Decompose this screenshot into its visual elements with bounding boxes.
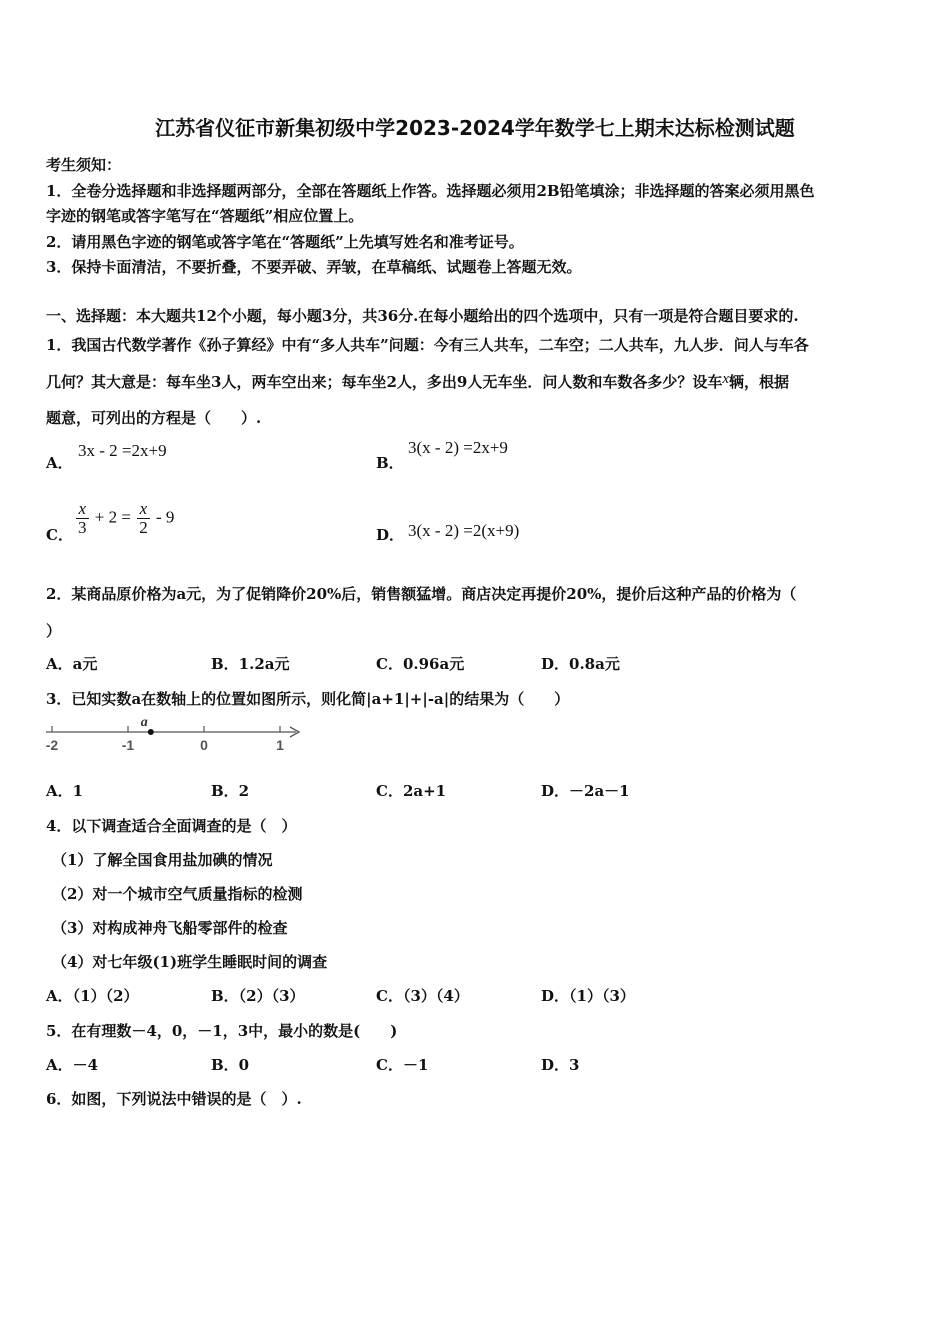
q5-option: A．－4 — [46, 1056, 99, 1074]
q1-variable: x — [722, 371, 729, 387]
q3-option: A．1 — [46, 782, 84, 800]
q4-item: （2）对一个城市空气质量指标的检测 — [52, 885, 303, 903]
notice-line: 3．保持卡面清洁，不要折叠，不要弄破、弄皱，在草稿纸、试题卷上答题无效。 — [46, 258, 582, 276]
number-line-point — [148, 729, 154, 735]
notice-heading: 考生须知： — [46, 156, 122, 174]
q5-option: C．－1 — [376, 1056, 429, 1074]
q6-stem: 6．如图，下列说法中错误的是（ ）. — [46, 1090, 302, 1108]
section-heading: 一、选择题：本大题共12个小题，每小题3分，共36分.在每小题给出的四个选项中，只有一项是符合题目要求的. — [46, 307, 799, 325]
number-line-point-label: a — [140, 715, 148, 730]
q4-option: C．（3）（4） — [376, 987, 469, 1005]
q1-option-a-expr: 3x - 2 =2x+9 — [78, 441, 167, 460]
number-line-tick-label: -1 — [121, 737, 135, 753]
q1-option-c-expr: $\frac{x}{3}$ + 2 = $\frac{x}{2}$ - 9 — [78, 499, 175, 537]
q1-option-d-expr: 3(x - 2) =2(x+9) — [408, 521, 520, 540]
q1-option-d: D． — [376, 526, 405, 544]
q2-stem-line2: ） — [46, 622, 62, 640]
fraction: $\frac{x}{2}$ — [139, 499, 148, 537]
page-title: 江苏省仪征市新集初级中学2023-2024学年数学七上期末达标检测试题 — [155, 116, 795, 140]
q4-item: （3）对构成神舟飞船零部件的检查 — [52, 919, 288, 937]
q4-item: （4）对七年级(1)班学生睡眠时间的调查 — [52, 953, 328, 971]
notice-line: 1．全卷分选择题和非选择题两部分，全部在答题纸上作答。选择题必须用2B铅笔填涂；非选择题的答案必须用黑色 — [46, 182, 815, 200]
q3-option: B．2 — [211, 782, 250, 800]
q4-option: A．（1）（2） — [46, 987, 139, 1005]
notice-line: 2．请用黑色字迹的钢笔或答字笔在“答题纸”上先填写姓名和准考证号。 — [46, 233, 524, 251]
q5-stem: 5．在有理数－4，0，－1，3中，最小的数是( ) — [46, 1022, 398, 1040]
q1-option-a: A． — [46, 454, 73, 472]
number-line-tick-label: -2 — [45, 737, 59, 753]
q2-option: B．1.2a元 — [211, 655, 290, 673]
q1-stem-line2: 几何？其大意是：每车坐3人，两车空出来；每车坐2人，多出9人无车坐．问人数和车数各多少？设车x辆，根据 — [46, 371, 790, 391]
q3-option: D．－2a－1 — [541, 782, 630, 800]
notice-line: 字迹的钢笔或答字笔写在“答题纸”相应位置上。 — [46, 207, 364, 225]
q1-option-c: C． — [46, 526, 73, 544]
number-line-tick-label: 0 — [200, 737, 208, 753]
number-line-figure — [44, 712, 314, 757]
q2-option: A．a元 — [46, 655, 98, 673]
fraction: $\frac{x}{3}$ — [78, 499, 87, 537]
q5-option: D．3 — [541, 1056, 580, 1074]
q4-option: D．（1）（3） — [541, 987, 635, 1005]
q5-option: B．0 — [211, 1056, 250, 1074]
number-line-tick-label: 1 — [276, 737, 284, 753]
q4-item: （1）了解全国食用盐加碘的情况 — [52, 851, 273, 869]
q2-option: C．0.96a元 — [376, 655, 465, 673]
q1-stem-line3: 题意，可列出的方程是（ ）. — [46, 409, 262, 427]
q1-option-b: B． — [376, 454, 404, 472]
q4-option: B．（2）（3） — [211, 987, 305, 1005]
q3-stem: 3．已知实数a在数轴上的位置如图所示，则化简|a+1|+|-a|的结果为（ ） — [46, 690, 570, 708]
q2-stem-line1: 2．某商品原价格为a元，为了促销降价20%后，销售额猛增。商店决定再提价20%，提价后这种产品的价格为（ — [46, 585, 797, 603]
q2-option: D．0.8a元 — [541, 655, 620, 673]
q1-option-b-expr: 3(x - 2) =2x+9 — [408, 438, 508, 457]
q1-stem-line1: 1．我国古代数学著作《孙子算经》中有“多人共车”问题：今有三人共车，二车空；二人共车，九人步．问人与车各 — [46, 336, 809, 354]
q3-option: C．2a+1 — [376, 782, 447, 800]
q4-stem: 4．以下调查适合全面调查的是（ ） — [46, 817, 297, 835]
